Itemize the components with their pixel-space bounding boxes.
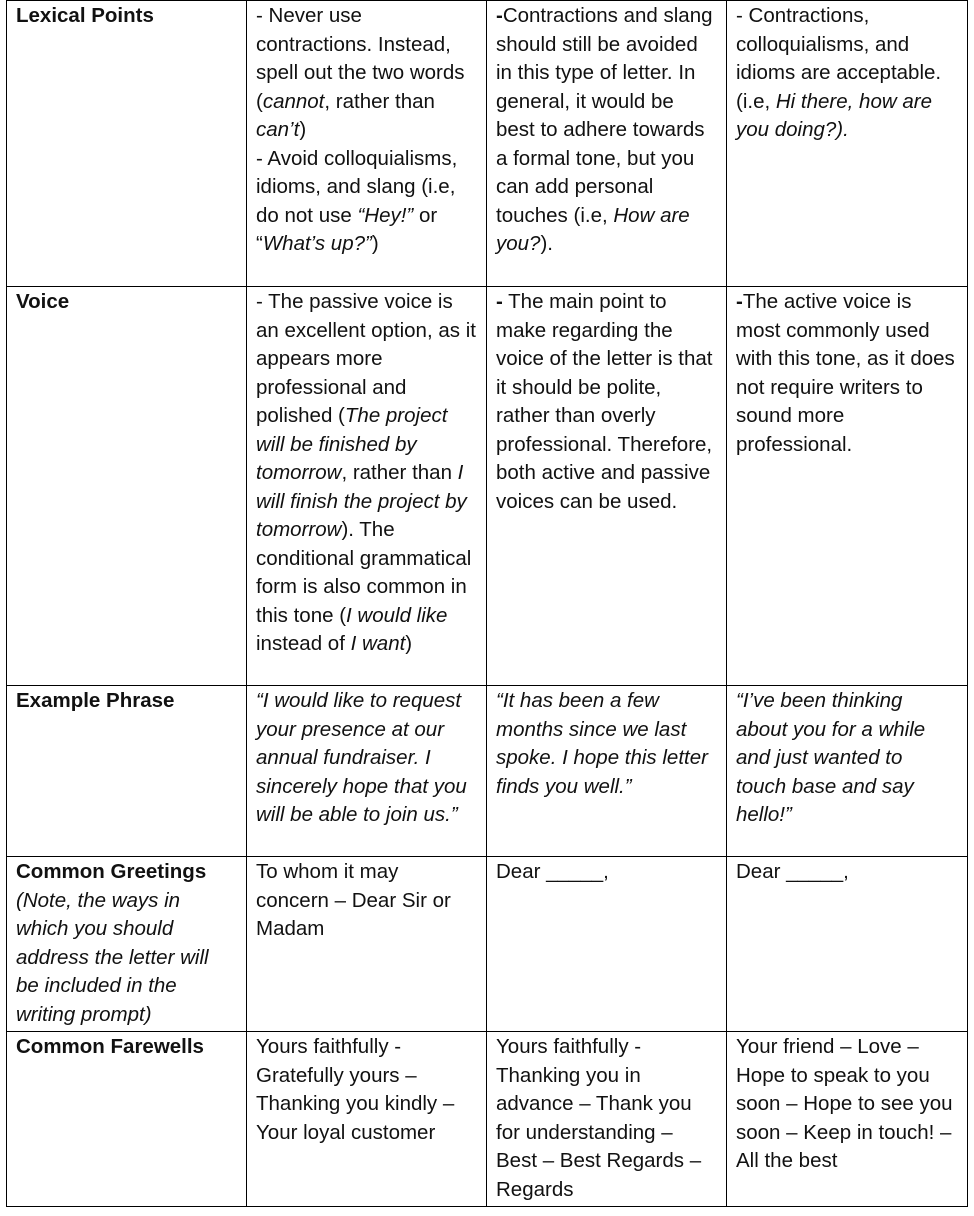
row-label-common-greetings <box>7 857 247 1032</box>
example-semiformal-cell: “It has been a few months since we last spoke. I hope this letter finds you well.” <box>487 686 727 857</box>
voice-semiformal-cell: - The main point to make regarding the voice of the letter is that it should be polite, rather than overly professional. Therefore, both active and passive voices can be used. <box>487 287 727 686</box>
row-label-example-phrase: Example Phrase <box>7 686 247 857</box>
greetings-formal-cell: To whom it may concern – Dear Sir or Madam <box>247 857 487 1032</box>
table-row-voice <box>7 287 968 686</box>
row-label-lexical-points: Lexical Points <box>7 1 247 287</box>
table-row-example-phrase <box>7 686 968 857</box>
farewells-informal-cell: Your friend – Love – Hope to speak to you soon – Hope to see you soon – Keep in touch! – All the best <box>727 1032 968 1207</box>
lexical-informal-cell: - Contractions, colloquialisms, and idioms are acceptable. (i.e, Hi there, how are you doing?). <box>727 1 968 287</box>
lexical-formal-cell <box>247 1 487 287</box>
lexical-formal-point-2: - Avoid colloquialisms, idioms, and slang (i.e, do not use “Hey!” or “What’s up?”) <box>256 146 458 255</box>
voice-informal-cell: -The active voice is most commonly used with this tone, as it does not require writers to sound more professional. <box>727 287 968 686</box>
table-row-lexical-points <box>7 1 968 287</box>
voice-formal-cell: - The passive voice is an excellent option, as it appears more professional and polished (The project will be finished by tomorrow, rather than I will finish the project by tomorrow). The conditional grammatical form is also common in this tone (I would like instead of I want) <box>247 287 487 686</box>
lexical-semiformal-cell: -Contractions and slang should still be avoided in this type of letter. In general, it would be best to adhere towards a formal tone, but you can add personal touches (i.e, How are you?). <box>487 1 727 287</box>
greetings-label-text: Common Greetings <box>16 860 207 883</box>
table-row-common-greetings <box>7 857 968 1032</box>
farewells-semiformal-cell: Yours faithfully - Thanking you in advance – Thank you for understanding – Best – Best Regards – Regards <box>487 1032 727 1207</box>
row-label-voice: Voice <box>7 287 247 686</box>
farewells-formal-cell: Yours faithfully - Gratefully yours – Thanking you kindly – Your loyal customer <box>247 1032 487 1207</box>
example-formal-cell: “I would like to request your presence at our annual fundraiser. I sincerely hope that you will be able to join us.” <box>247 686 487 857</box>
row-label-common-farewells: Common Farewells <box>7 1032 247 1207</box>
example-informal-cell: “I’ve been thinking about you for a while and just wanted to touch base and say hello!” <box>727 686 968 857</box>
lexical-formal-point-1: - Never use contractions. Instead, spell out the two words (cannot, rather than can’t) <box>256 4 465 141</box>
greetings-semiformal-cell: Dear _____, <box>487 857 727 1032</box>
letter-tone-table <box>6 0 968 1207</box>
greetings-informal-cell: Dear _____, <box>727 857 968 1032</box>
greetings-note: (Note, the ways in which you should address the letter will be included in the writing prompt) <box>16 888 209 1026</box>
table-row-common-farewells <box>7 1032 968 1207</box>
